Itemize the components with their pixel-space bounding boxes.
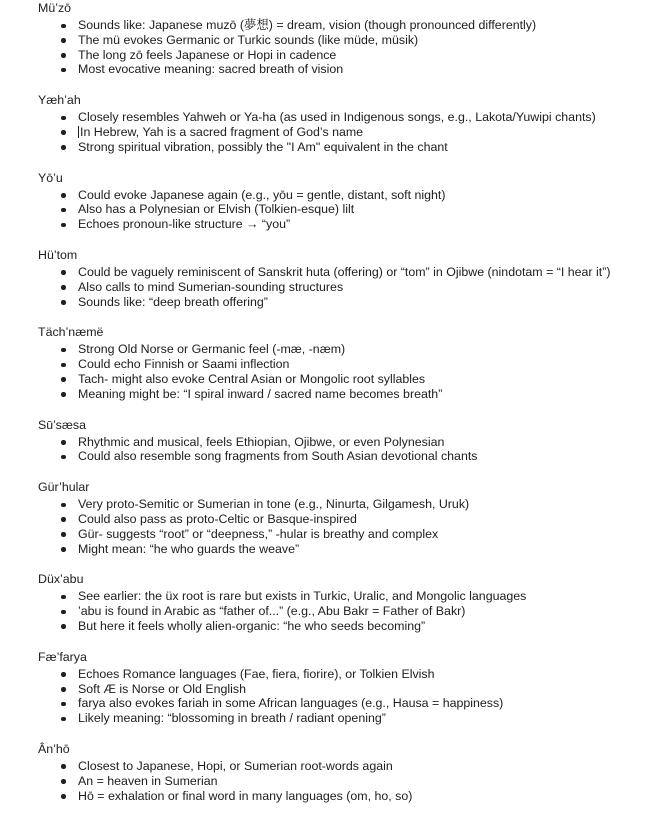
bullet-list bbox=[38, 18, 658, 77]
list-item-text: Could also resemble song fragments from South Asian devotional chants bbox=[78, 449, 478, 464]
bullet-dot-icon bbox=[61, 455, 66, 460]
bullet-dot-icon bbox=[61, 532, 66, 537]
bullet-list bbox=[38, 265, 658, 309]
list-item bbox=[38, 696, 658, 711]
list-item-text: Sounds like: “deep breath offering” bbox=[78, 294, 268, 309]
list-item-text: Could echo Finnish or Saami inflection bbox=[78, 357, 290, 372]
bullet-dot-icon bbox=[61, 687, 66, 692]
list-item bbox=[38, 449, 658, 464]
bullet-dot-icon bbox=[61, 348, 66, 353]
list-item-text: Also calls to mind Sumerian-sounding structures bbox=[78, 279, 344, 294]
bullet-dot-icon bbox=[61, 764, 66, 769]
list-item-text: Closest to Japanese, Hopi, or Sumerian root-words again bbox=[78, 758, 393, 773]
bullet-dot-icon bbox=[61, 440, 66, 445]
bullet-list bbox=[38, 667, 658, 726]
list-item-text: The mü evokes Germanic or Turkic sounds (like müde, müsik) bbox=[78, 32, 419, 47]
list-item bbox=[38, 202, 658, 217]
list-item bbox=[38, 387, 658, 402]
term-section bbox=[38, 479, 658, 556]
list-item-text: Rhythmic and musical, feels Ethiopian, Ojibwe, or even Polynesian bbox=[78, 434, 445, 449]
list-item-text: farya also evokes fariah in some African languages (e.g., Hausa = happiness) bbox=[78, 696, 504, 711]
bullet-dot-icon bbox=[61, 392, 66, 397]
bullet-dot-icon bbox=[61, 38, 66, 43]
list-item-text: Also has a Polynesian or Elvish (Tolkien-esque) lilt bbox=[78, 202, 355, 217]
term-section bbox=[38, 741, 658, 803]
bullet-dot-icon bbox=[61, 193, 66, 198]
bullet-list bbox=[38, 759, 658, 803]
list-item-text: Might mean: “he who guards the weave” bbox=[78, 541, 300, 556]
list-item-text: Closely resembles Yahweh or Ya-ha (as used in Indigenous songs, e.g., Lakota/Yuwipi chants) bbox=[78, 110, 596, 125]
bullet-dot-icon bbox=[61, 116, 66, 121]
list-item bbox=[38, 217, 658, 232]
bullet-dot-icon bbox=[61, 377, 66, 382]
list-item-text: Hō = exhalation or final word in many languages (om, ho, so) bbox=[78, 788, 413, 803]
term-section bbox=[38, 649, 658, 726]
list-item bbox=[38, 295, 658, 310]
bullet-dot-icon bbox=[61, 517, 66, 522]
list-item-text: Echoes Romance languages (Fae, fiera, fiorire), or Tolkien Elvish bbox=[78, 666, 435, 681]
list-item bbox=[38, 110, 658, 125]
list-item bbox=[38, 589, 658, 604]
list-item bbox=[38, 48, 658, 63]
list-item bbox=[38, 542, 658, 557]
list-item-text: But here it feels wholly alien-organic: “he who seeds becoming” bbox=[78, 618, 426, 633]
term-heading: Täch’næmë bbox=[38, 325, 104, 340]
list-item-text: Echoes pronoun-like structure → “you” bbox=[78, 217, 291, 232]
bullet-dot-icon bbox=[61, 68, 66, 73]
bullet-list bbox=[38, 188, 658, 232]
bullet-dot-icon bbox=[61, 624, 66, 629]
bullet-dot-icon bbox=[61, 595, 66, 600]
term-heading: Düx’abu bbox=[38, 572, 84, 587]
list-item bbox=[38, 604, 658, 619]
list-item bbox=[38, 357, 658, 372]
list-item bbox=[38, 125, 658, 140]
list-item bbox=[38, 18, 658, 33]
term-heading: Sū’sæsa bbox=[38, 417, 86, 432]
text-cursor-icon bbox=[78, 126, 79, 138]
list-item bbox=[38, 372, 658, 387]
list-item bbox=[38, 62, 658, 77]
term-section bbox=[38, 170, 658, 232]
list-item-text: Tach- might also evoke Central Asian or Mongolic root syllables bbox=[78, 371, 426, 386]
term-heading: Mü’zō bbox=[38, 1, 72, 15]
list-item bbox=[38, 774, 658, 789]
list-item-text: Meaning might be: “I spiral inward / sacred name becomes breath” bbox=[78, 386, 443, 401]
term-section bbox=[38, 571, 658, 633]
bullet-dot-icon bbox=[61, 24, 66, 29]
list-item bbox=[38, 789, 658, 804]
bullet-dot-icon bbox=[61, 779, 66, 784]
term-heading: Ân’hō bbox=[38, 741, 70, 756]
bullet-dot-icon bbox=[61, 794, 66, 799]
list-item bbox=[38, 188, 658, 203]
list-item bbox=[38, 342, 658, 357]
bullet-dot-icon bbox=[61, 363, 66, 368]
bullet-list bbox=[38, 435, 658, 465]
list-item-text: An = heaven in Sumerian bbox=[78, 773, 218, 788]
term-heading: Fæ’farya bbox=[38, 649, 87, 664]
bullet-dot-icon bbox=[61, 53, 66, 58]
list-item-text: Could evoke Japanese again (e.g., yōu = gentle, distant, soft night) bbox=[78, 187, 446, 202]
list-item bbox=[38, 711, 658, 726]
list-item bbox=[38, 619, 658, 634]
list-item-text: ’abu is found in Arabic as “father of...” (e.g., Abu Bakr = Father of Bakr) bbox=[78, 604, 466, 619]
list-item bbox=[38, 682, 658, 697]
bullet-dot-icon bbox=[61, 702, 66, 707]
term-section bbox=[38, 247, 658, 309]
bullet-dot-icon bbox=[61, 145, 66, 150]
list-item-text: Could also pass as proto-Celtic or Basque-inspired bbox=[78, 511, 357, 526]
list-item bbox=[38, 527, 658, 542]
list-item-text: The long zō feels Japanese or Hopi in cadence bbox=[78, 47, 337, 62]
list-item-text: Very proto-Semitic or Sumerian in tone (e.g., Ninurta, Gilgamesh, Uruk) bbox=[78, 497, 470, 512]
bullet-dot-icon bbox=[61, 208, 66, 213]
list-item-text: Sounds like: Japanese muzō (夢想) = dream, vision (though pronounced differently) bbox=[78, 18, 537, 32]
term-section bbox=[38, 324, 658, 401]
bullet-dot-icon bbox=[61, 223, 66, 228]
bullet-dot-icon bbox=[61, 717, 66, 722]
bullet-dot-icon bbox=[61, 285, 66, 290]
list-item-text: In Hebrew, Yah is a sacred fragment of God’s name bbox=[80, 124, 364, 139]
term-section bbox=[38, 92, 658, 154]
list-item bbox=[38, 497, 658, 512]
bullet-dot-icon bbox=[61, 672, 66, 677]
bullet-list bbox=[38, 110, 658, 154]
list-item-text: Most evocative meaning: sacred breath of vision bbox=[78, 62, 344, 77]
list-item-text: See earlier: the üx root is rare but exists in Turkic, Uralic, and Mongolic languages bbox=[78, 589, 527, 604]
term-section bbox=[38, 417, 658, 465]
list-item bbox=[38, 512, 658, 527]
bullet-dot-icon bbox=[61, 610, 66, 615]
list-item bbox=[38, 33, 658, 48]
list-item bbox=[38, 435, 658, 450]
list-item-text: Soft Æ is Norse or Old English bbox=[78, 681, 247, 696]
term-heading: Hü’tom bbox=[38, 247, 78, 262]
list-item-text: Strong Old Norse or Germanic feel (-mæ, -næm) bbox=[78, 342, 346, 357]
bullet-dot-icon bbox=[61, 547, 66, 552]
list-item-text: Gür- suggests “root” or “deepness,” -hular is breathy and complex bbox=[78, 526, 439, 541]
bullet-list bbox=[38, 589, 658, 633]
bullet-dot-icon bbox=[61, 503, 66, 508]
list-item bbox=[38, 667, 658, 682]
list-item-text: Likely meaning: “blossoming in breath / radiant opening” bbox=[78, 711, 386, 726]
bullet-list bbox=[38, 497, 658, 556]
list-item-text: Could be vaguely reminiscent of Sanskrit huta (offering) or “tom” in Ojibwe (nindotam = “I hear it”) bbox=[78, 264, 611, 279]
list-item bbox=[38, 759, 658, 774]
bullet-dot-icon bbox=[61, 300, 66, 305]
term-heading: Yæh’ah bbox=[38, 93, 81, 108]
bullet-dot-icon bbox=[61, 270, 66, 275]
term-heading: Gür’hular bbox=[38, 480, 90, 495]
bullet-list bbox=[38, 342, 658, 401]
term-heading: Yō’u bbox=[38, 170, 63, 185]
list-item bbox=[38, 280, 658, 295]
document-body bbox=[38, 0, 658, 803]
term-section bbox=[38, 0, 658, 77]
bullet-dot-icon bbox=[61, 130, 66, 135]
list-item bbox=[38, 140, 658, 155]
list-item bbox=[38, 265, 658, 280]
list-item-text: Strong spiritual vibration, possibly the "I Am" equivalent in the chant bbox=[78, 139, 448, 154]
